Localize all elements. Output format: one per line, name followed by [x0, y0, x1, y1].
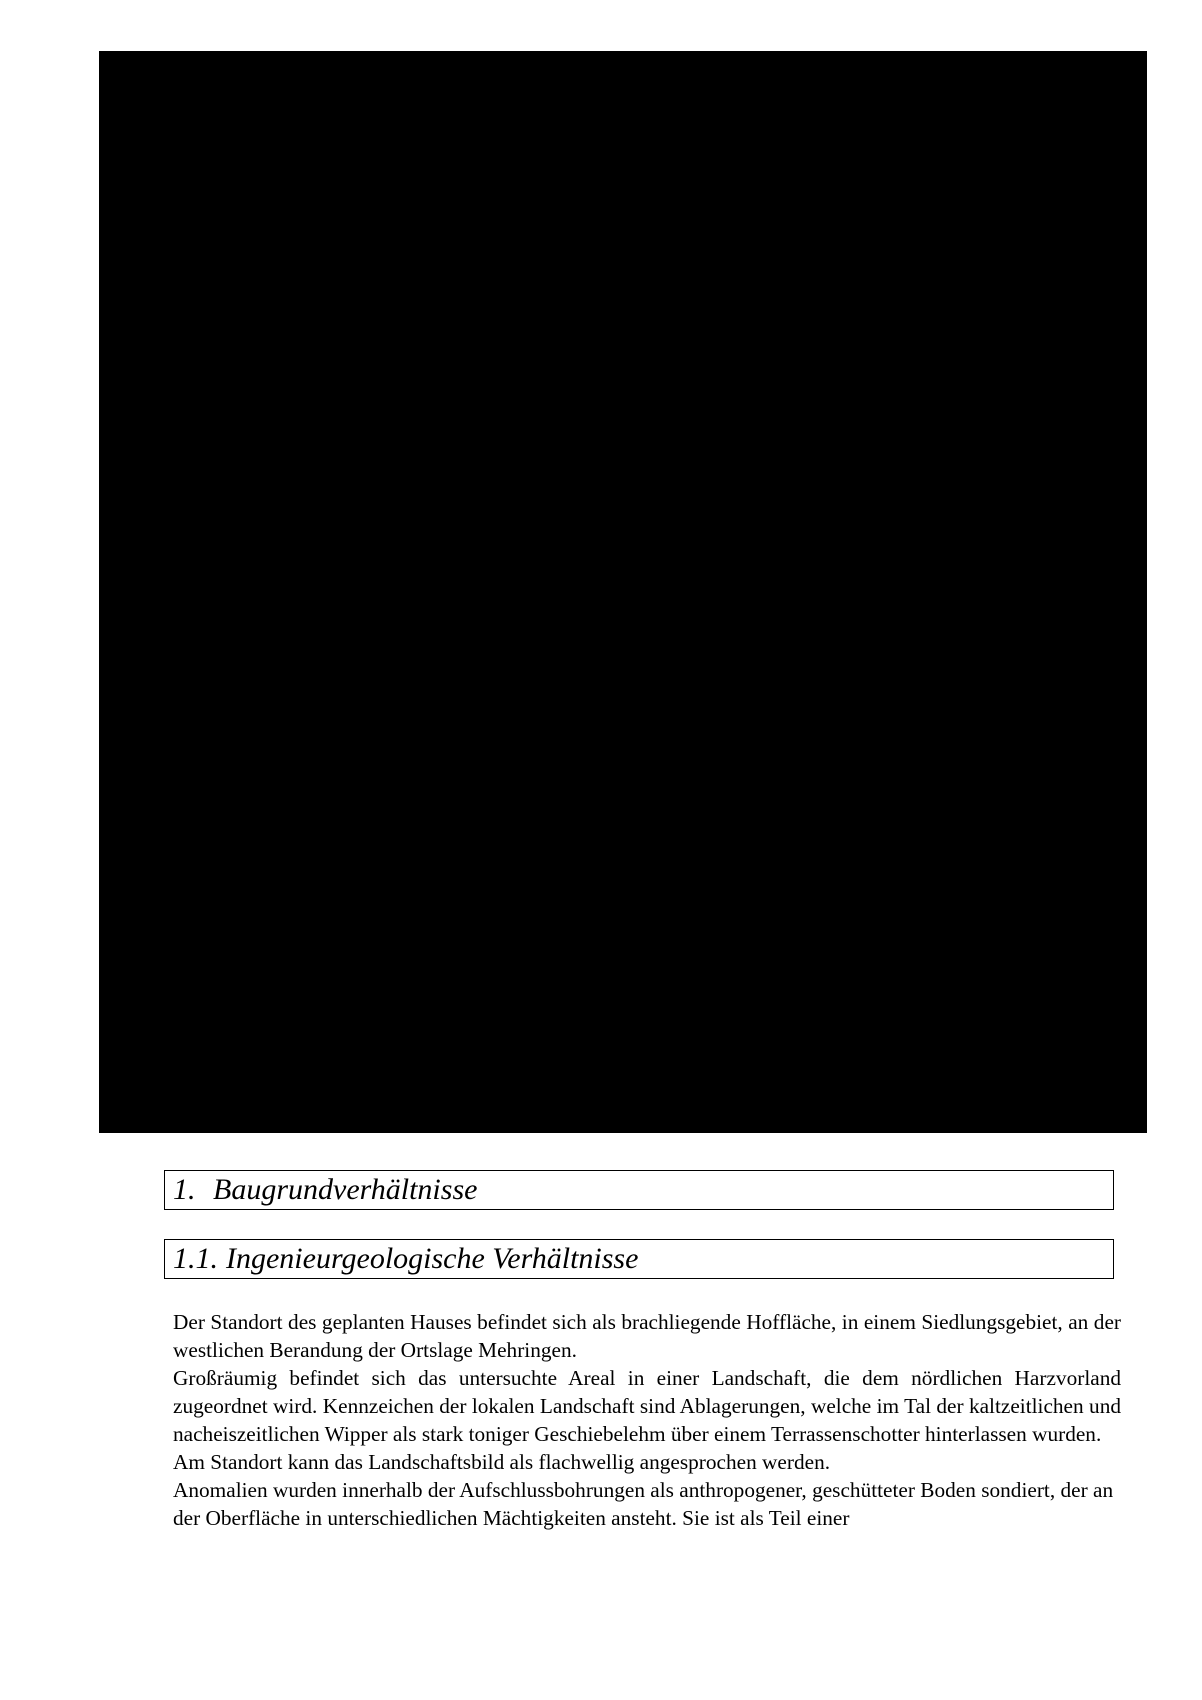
subsection-number: 1.1.: [173, 1242, 218, 1275]
paragraph-grossraeumig: Großräumig befindet sich das untersuchte Areal in einer Landschaft, die dem nördlichen Harzvorland zugeordnet wird. Kennzeichen der lokalen Landschaft sind Ablagerungen, welche im Tal der kaltzeitlichen und nacheiszeitlichen Wipper als stark toniger Geschiebelehm über einem Terrassenschotter hinterlassen wurden.: [173, 1366, 1121, 1446]
section-title: Baugrundverhältnisse: [213, 1173, 478, 1206]
section-heading-baugrund: [164, 1170, 1114, 1210]
body-text: [173, 1308, 1121, 1532]
redacted-image: [99, 51, 1147, 1133]
paragraph-landschaftsbild: Am Standort kann das Landschaftsbild als flachwellig angesprochen werden.: [173, 1450, 831, 1474]
subsection-title: Ingenieurgeologische Verhältnisse: [226, 1242, 639, 1275]
paragraph-anomalien: Anomalien wurden innerhalb der Aufschlussbohrungen als anthropogener, geschütteter Boden sondiert, der an der Oberfläche in unterschiedlichen Mächtigkeiten ansteht. Sie ist als Teil einer: [173, 1478, 1114, 1530]
paragraph-standort: Der Standort des geplanten Hauses befindet sich als brachliegende Hoffläche, in einem Siedlungsgebiet, an der westlichen Berandung der Ortslage Mehringen.: [173, 1310, 1121, 1362]
section-number: 1.: [173, 1173, 196, 1206]
subsection-heading-ingenieurgeologie: [164, 1239, 1114, 1279]
